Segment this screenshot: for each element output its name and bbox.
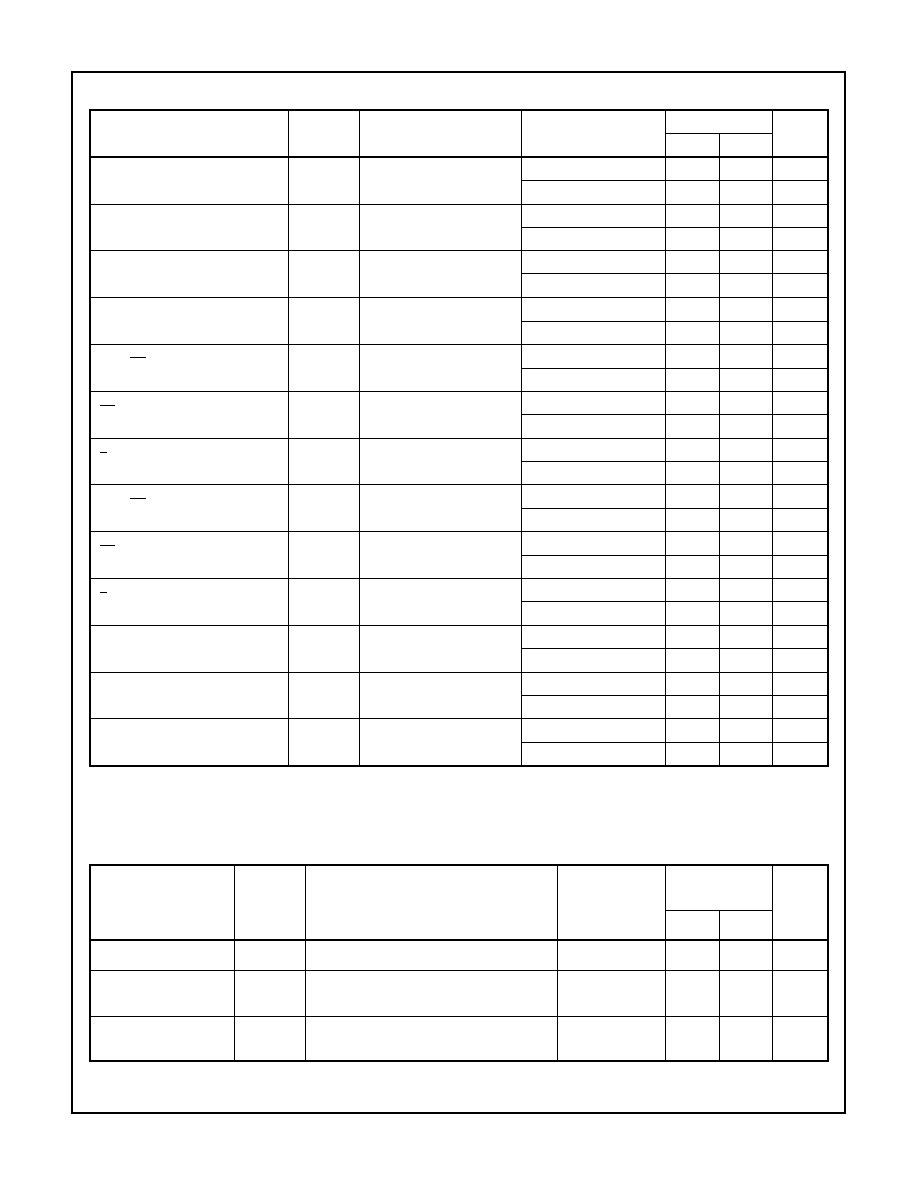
header-separator xyxy=(89,939,829,941)
row-divider xyxy=(89,578,829,579)
subrow-divider xyxy=(521,695,829,696)
subrow-divider xyxy=(521,368,829,369)
column-divider xyxy=(234,864,235,1062)
row-divider xyxy=(89,297,829,298)
row-divider xyxy=(89,672,829,673)
header-subrow-line xyxy=(665,133,773,134)
table-border-left xyxy=(89,864,91,1062)
subrow-divider xyxy=(521,648,829,649)
overline-mark xyxy=(100,545,115,546)
table-border-right xyxy=(827,864,829,1062)
row-divider xyxy=(89,484,829,485)
row-divider xyxy=(89,391,829,392)
column-divider xyxy=(305,864,306,1062)
row-divider xyxy=(89,344,829,345)
subrow-divider xyxy=(521,180,829,181)
header-subrow-line xyxy=(665,910,773,911)
column-divider xyxy=(772,864,773,1062)
overline-mark xyxy=(130,498,146,499)
table-border-bottom xyxy=(89,765,829,767)
row-divider xyxy=(89,970,829,971)
table-border-top xyxy=(89,109,829,111)
lower-table xyxy=(89,864,829,1062)
subrow-divider xyxy=(521,555,829,556)
table-border-bottom xyxy=(89,1060,829,1062)
row-divider xyxy=(89,625,829,626)
overline-mark xyxy=(100,405,115,406)
overline-mark xyxy=(100,452,107,453)
row-divider xyxy=(89,531,829,532)
subrow-divider xyxy=(521,508,829,509)
subrow-divider xyxy=(521,273,829,274)
row-divider xyxy=(89,438,829,439)
overline-mark xyxy=(100,592,107,593)
overline-mark xyxy=(130,357,146,358)
row-divider xyxy=(89,718,829,719)
column-divider xyxy=(719,910,720,1062)
subrow-divider xyxy=(521,742,829,743)
row-divider xyxy=(89,204,829,205)
upper-table xyxy=(89,109,829,767)
subrow-divider xyxy=(521,601,829,602)
row-divider xyxy=(89,1016,829,1017)
subrow-divider xyxy=(521,414,829,415)
column-divider xyxy=(557,864,558,1062)
column-divider xyxy=(665,864,666,1062)
subrow-divider xyxy=(521,461,829,462)
subrow-divider xyxy=(521,321,829,322)
row-divider xyxy=(89,250,829,251)
header-separator xyxy=(89,156,829,158)
subrow-divider xyxy=(521,227,829,228)
table-border-top xyxy=(89,864,829,866)
